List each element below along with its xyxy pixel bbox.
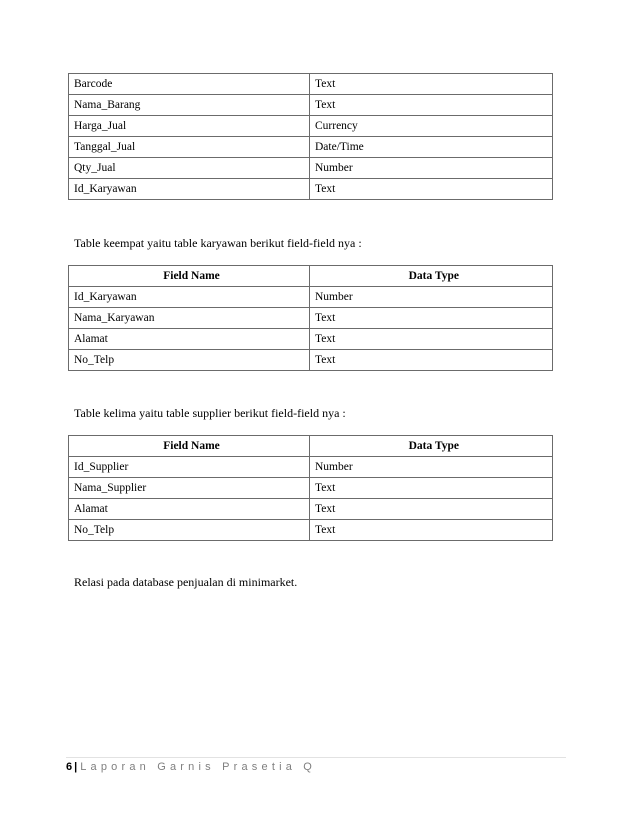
field-name-cell: Alamat	[69, 499, 310, 520]
footer-title: Laporan Garnis Prasetia Q	[80, 761, 317, 773]
table-row	[69, 137, 553, 158]
table-row	[69, 116, 553, 137]
field-name-cell: Nama_Supplier	[69, 478, 310, 499]
data-type-cell: Date/Time	[310, 137, 553, 158]
table-header-row	[69, 266, 553, 287]
data-type-cell: Text	[310, 95, 553, 116]
field-name-cell: Id_Supplier	[69, 457, 310, 478]
page-number: 6	[66, 761, 73, 773]
table-row	[69, 287, 553, 308]
table-penjualan-fields	[68, 73, 553, 200]
table-row	[69, 308, 553, 329]
data-type-cell: Text	[310, 478, 553, 499]
paragraph-supplier-intro: Table kelima yaitu table supplier berikut field-field nya :	[74, 406, 346, 420]
data-type-cell: Text	[310, 350, 553, 371]
field-name-cell: No_Telp	[69, 520, 310, 541]
data-type-cell: Currency	[310, 116, 553, 137]
footer-separator: |	[74, 761, 78, 773]
field-name-cell: Alamat	[69, 329, 310, 350]
data-type-cell: Number	[310, 158, 553, 179]
data-type-header: Data Type	[310, 436, 553, 457]
table-row	[69, 520, 553, 541]
footer-divider	[66, 757, 566, 758]
table-row	[69, 179, 553, 200]
field-name-cell: Barcode	[69, 74, 310, 95]
table-supplier-fields	[68, 435, 553, 541]
data-type-cell: Number	[310, 287, 553, 308]
data-type-cell: Number	[310, 457, 553, 478]
field-name-cell: Id_Karyawan	[69, 287, 310, 308]
table-header-row	[69, 436, 553, 457]
field-name-cell: No_Telp	[69, 350, 310, 371]
table-row	[69, 350, 553, 371]
paragraph-relasi: Relasi pada database penjualan di minimarket.	[74, 575, 298, 589]
data-type-cell: Text	[310, 499, 553, 520]
table-row	[69, 95, 553, 116]
table-row	[69, 478, 553, 499]
field-name-header: Field Name	[69, 266, 310, 287]
table-row	[69, 329, 553, 350]
field-name-cell: Nama_Barang	[69, 95, 310, 116]
table-karyawan-fields	[68, 265, 553, 371]
field-name-cell: Nama_Karyawan	[69, 308, 310, 329]
page-footer	[66, 761, 316, 773]
data-type-cell: Text	[310, 329, 553, 350]
data-type-cell: Text	[310, 74, 553, 95]
field-name-cell: Tanggal_Jual	[69, 137, 310, 158]
field-name-cell: Id_Karyawan	[69, 179, 310, 200]
table-row	[69, 499, 553, 520]
table-row	[69, 74, 553, 95]
paragraph-karyawan-intro: Table keempat yaitu table karyawan berikut field-field nya :	[74, 236, 362, 250]
data-type-cell: Text	[310, 179, 553, 200]
data-type-cell: Text	[310, 308, 553, 329]
data-type-cell: Text	[310, 520, 553, 541]
field-name-header: Field Name	[69, 436, 310, 457]
table-row	[69, 158, 553, 179]
field-name-cell: Qty_Jual	[69, 158, 310, 179]
field-name-cell: Harga_Jual	[69, 116, 310, 137]
data-type-header: Data Type	[310, 266, 553, 287]
table-row	[69, 457, 553, 478]
